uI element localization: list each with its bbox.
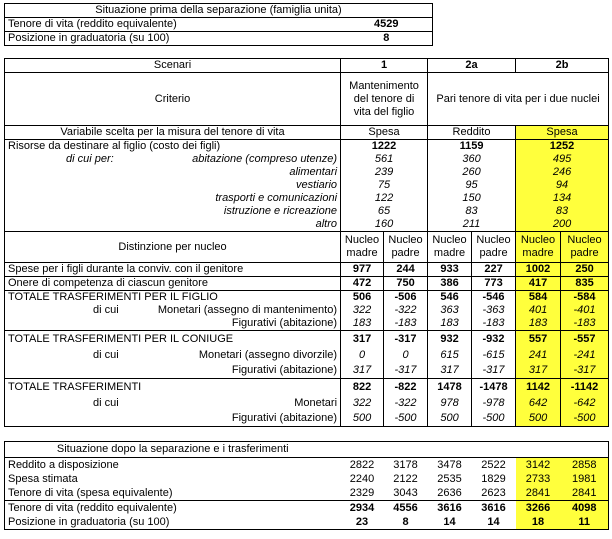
value-cell: -557 [561, 331, 609, 349]
value-cell: -500 [384, 411, 428, 427]
dicui-label: di cui [93, 304, 119, 316]
blank-cell [5, 317, 43, 331]
risorse-item-v2b: 83 [516, 205, 609, 218]
criterio-2: Pari tenore di vita per i due nuclei [428, 73, 609, 126]
risorse-item-label: vestiario [5, 179, 341, 192]
value-cell: 250 [561, 263, 609, 277]
trasf-figlio-label: TOTALE TRASFERIMENTI PER IL FIGLIO [5, 291, 341, 305]
risorse-item-v2b: 200 [516, 218, 609, 232]
value-cell: 1002 [516, 263, 561, 277]
value-cell: 322 [341, 304, 384, 317]
pre-label: Posizione in graduatoria (su 100) [5, 32, 341, 46]
blank-cell [428, 442, 472, 458]
post-label: Tenore di vita (spesa equivalente) [5, 486, 341, 501]
trasf-sub-label: Monetari (assegno di mantenimento) [157, 304, 338, 316]
dicui-label: di cui per: [66, 153, 114, 165]
value-cell: 241 [516, 348, 561, 363]
value-cell: 822 [341, 379, 384, 397]
scenario-2a-header: 2a [428, 59, 516, 73]
value-cell: 0 [384, 348, 428, 363]
risorse-item-label: alimentari [5, 166, 341, 179]
value-cell: -546 [472, 291, 516, 305]
trasf-sub-label: Figurativi (abitazione) [43, 411, 341, 427]
nucleo-padre-2a: Nucleo padre [472, 232, 516, 263]
risorse-item-v2a: 211 [428, 218, 516, 232]
value-cell: -615 [472, 348, 516, 363]
value-cell: -1478 [472, 379, 516, 397]
value-cell: 835 [561, 277, 609, 291]
value-cell: 615 [428, 348, 472, 363]
risorse-item-v2b: 134 [516, 192, 609, 205]
value-cell: 977 [341, 263, 384, 277]
post-label: Tenore di vita (reddito equivalente) [5, 501, 341, 516]
risorse-item-v2a: 260 [428, 166, 516, 179]
trasf-sub-label: Figurativi (abitazione) [43, 317, 341, 331]
value-cell: 3178 [393, 458, 418, 471]
nucleo-padre-1: Nucleo padre [384, 232, 428, 263]
value-cell: 2329 [349, 486, 375, 499]
pre-title-text: Situazione prima della separazione (famiglia unita) [95, 4, 342, 16]
risorse-v2b: 1252 [516, 140, 609, 154]
value-cell: 500 [428, 411, 472, 427]
trasf-coniuge-label: TOTALE TRASFERIMENTI PER IL CONIUGE [5, 331, 341, 349]
value-cell: -317 [472, 363, 516, 379]
value-cell: 2122 [393, 472, 418, 485]
value-cell: -642 [561, 396, 609, 411]
variabile-1: Spesa [341, 126, 428, 140]
pre-value: 8 [341, 32, 433, 46]
variabile-label: Variabile scelta per la misura del tenore di vita [5, 126, 341, 140]
value-cell: 2934 [341, 501, 384, 516]
pre-value: 4529 [341, 18, 433, 32]
risorse-item-v2b: 495 [516, 153, 609, 166]
risorse-item-v1: 75 [341, 179, 428, 192]
value-cell: 363 [428, 304, 472, 317]
risorse-item-v2a: 95 [428, 179, 516, 192]
value-cell: 2623 [481, 486, 506, 499]
value-cell: -401 [561, 304, 609, 317]
value-cell: 2522 [481, 458, 506, 471]
value-cell: 1981 [561, 472, 609, 486]
value-cell: 546 [428, 291, 472, 305]
risorse-v2a: 1159 [428, 140, 516, 154]
value-cell: 317 [428, 363, 472, 379]
variabile-2a: Reddito [428, 126, 516, 140]
value-cell: 1829 [481, 472, 506, 485]
value-cell: 3266 [516, 501, 561, 516]
risorse-item-label: abitazione (compreso utenze) [192, 153, 338, 165]
criterio-label: Criterio [5, 73, 341, 126]
value-cell: 317 [341, 363, 384, 379]
value-cell: 500 [341, 411, 384, 427]
value-cell: 642 [516, 396, 561, 411]
value-cell: -363 [472, 304, 516, 317]
post-label: Spesa stimata [5, 472, 341, 486]
value-cell: 2636 [437, 486, 462, 499]
risorse-item-v1: 239 [341, 166, 428, 179]
risorse-item-label: altro [5, 218, 341, 232]
risorse-item-v2a: 150 [428, 192, 516, 205]
criterio-1: Mantenimento del tenore di vita del figlio [341, 73, 428, 126]
dicui-label: di cui [93, 397, 119, 409]
nuclei-label: Distinzione per nucleo [5, 232, 341, 263]
nucleo-padre-2b: Nucleo padre [561, 232, 609, 263]
pre-separation-table [4, 3, 433, 46]
risorse-item-v1: 160 [341, 218, 428, 232]
risorse-v1: 1222 [341, 140, 428, 154]
risorse-item-v1: 561 [341, 153, 428, 166]
onere-label: Onere di competenza di ciascun genitore [5, 277, 341, 291]
value-cell: 14 [472, 515, 516, 530]
risorse-item-v2a: 360 [428, 153, 516, 166]
value-cell: 2733 [516, 472, 561, 486]
value-cell: -322 [384, 304, 428, 317]
blank-cell [561, 442, 609, 458]
value-cell: -932 [472, 331, 516, 349]
blank-cell [516, 442, 561, 458]
value-cell: 1142 [516, 379, 561, 397]
value-cell: 472 [341, 277, 384, 291]
value-cell: 2240 [349, 472, 375, 485]
risorse-item-v2b: 94 [516, 179, 609, 192]
value-cell: -978 [472, 396, 516, 411]
value-cell: 14 [428, 515, 472, 530]
dicui-cell [5, 396, 119, 411]
value-cell: 3142 [516, 458, 561, 473]
value-cell: 4556 [384, 501, 428, 516]
value-cell: 2858 [561, 458, 609, 473]
value-cell: 750 [384, 277, 428, 291]
value-cell: -322 [384, 396, 428, 411]
value-cell: 933 [428, 263, 472, 277]
value-cell: -183 [384, 317, 428, 331]
value-cell: -317 [384, 363, 428, 379]
value-cell: 2822 [349, 458, 375, 471]
scenario-1-header: 1 [341, 59, 428, 73]
value-cell: -822 [384, 379, 428, 397]
value-cell: 0 [341, 348, 384, 363]
blank-cell [472, 442, 516, 458]
blank-cell [384, 442, 428, 458]
value-cell: 3478 [437, 458, 462, 471]
value-cell: 2841 [561, 486, 609, 501]
value-cell: 322 [341, 396, 384, 411]
nucleo-madre-2b: Nucleo madre [516, 232, 561, 263]
value-cell: -500 [561, 411, 609, 427]
value-cell: 773 [472, 277, 516, 291]
value-cell: -584 [561, 291, 609, 305]
value-cell: 183 [428, 317, 472, 331]
trasf-tot-label: TOTALE TRASFERIMENTI [5, 379, 341, 397]
value-cell: 3043 [393, 486, 418, 499]
variabile-2b: Spesa [516, 126, 609, 140]
value-cell: 3616 [472, 501, 516, 516]
trasf-sub-label: Figurativi (abitazione) [43, 363, 341, 379]
blank-cell [5, 411, 43, 427]
value-cell: 2535 [437, 472, 462, 485]
value-cell: 244 [384, 263, 428, 277]
value-cell: 4098 [561, 501, 609, 516]
dicui-label: di cui [93, 349, 119, 361]
value-cell: 500 [516, 411, 561, 427]
value-cell: 1478 [428, 379, 472, 397]
pre-label: Tenore di vita (reddito equivalente) [5, 18, 341, 32]
value-cell: 317 [341, 331, 384, 349]
value-cell: 317 [516, 363, 561, 379]
value-cell: -317 [561, 363, 609, 379]
blank-cell [341, 442, 384, 458]
dicui-cell [5, 348, 119, 363]
value-cell: 417 [516, 277, 561, 291]
value-cell: 8 [384, 515, 428, 530]
spese-label: Spese per i figli durante la conviv. con il genitore [5, 263, 341, 277]
value-cell: 932 [428, 331, 472, 349]
trasf-sub-label: Monetari [294, 397, 338, 409]
value-cell: 506 [341, 291, 384, 305]
value-cell: 557 [516, 331, 561, 349]
scenari-table [4, 58, 609, 427]
value-cell: 11 [561, 515, 609, 530]
value-cell: 2841 [516, 486, 561, 501]
value-cell: 584 [516, 291, 561, 305]
risorse-item-label: trasporti e comunicazioni [5, 192, 341, 205]
value-cell: 18 [516, 515, 561, 530]
post-title: Situazione dopo la separazione e i trasferimenti [5, 442, 341, 458]
post-separation-table [4, 441, 609, 530]
value-cell: -500 [472, 411, 516, 427]
blank-cell [5, 363, 43, 379]
value-cell: 978 [428, 396, 472, 411]
value-cell: 401 [516, 304, 561, 317]
post-label: Reddito a disposizione [5, 458, 341, 473]
nucleo-madre-2a: Nucleo madre [428, 232, 472, 263]
risorse-item-v1: 65 [341, 205, 428, 218]
value-cell: -1142 [561, 379, 609, 397]
pre-title [5, 4, 433, 18]
risorse-item-v2a: 83 [428, 205, 516, 218]
value-cell: 3616 [428, 501, 472, 516]
value-cell: -317 [384, 331, 428, 349]
nucleo-madre-1: Nucleo madre [341, 232, 384, 263]
risorse-item-v1: 122 [341, 192, 428, 205]
scenari-label: Scenari [5, 59, 341, 73]
value-cell: -183 [561, 317, 609, 331]
scenario-2b-header: 2b [516, 59, 609, 73]
post-label: Posizione in graduatoria (su 100) [5, 515, 341, 530]
dicui-cell [5, 304, 119, 317]
value-cell: 183 [516, 317, 561, 331]
risorse-item-label: istruzione e ricreazione [5, 205, 341, 218]
value-cell: 227 [472, 263, 516, 277]
value-cell: 386 [428, 277, 472, 291]
value-cell: -183 [472, 317, 516, 331]
value-cell: -506 [384, 291, 428, 305]
value-cell: 23 [341, 515, 384, 530]
value-cell: -241 [561, 348, 609, 363]
trasf-sub-label: Monetari (assegno divorzile) [198, 349, 338, 361]
risorse-item-v2b: 246 [516, 166, 609, 179]
risorse-label: Risorse da destinare al figlio (costo dei figli) [5, 140, 341, 154]
value-cell: 183 [341, 317, 384, 331]
risorse-item-row [5, 153, 341, 166]
